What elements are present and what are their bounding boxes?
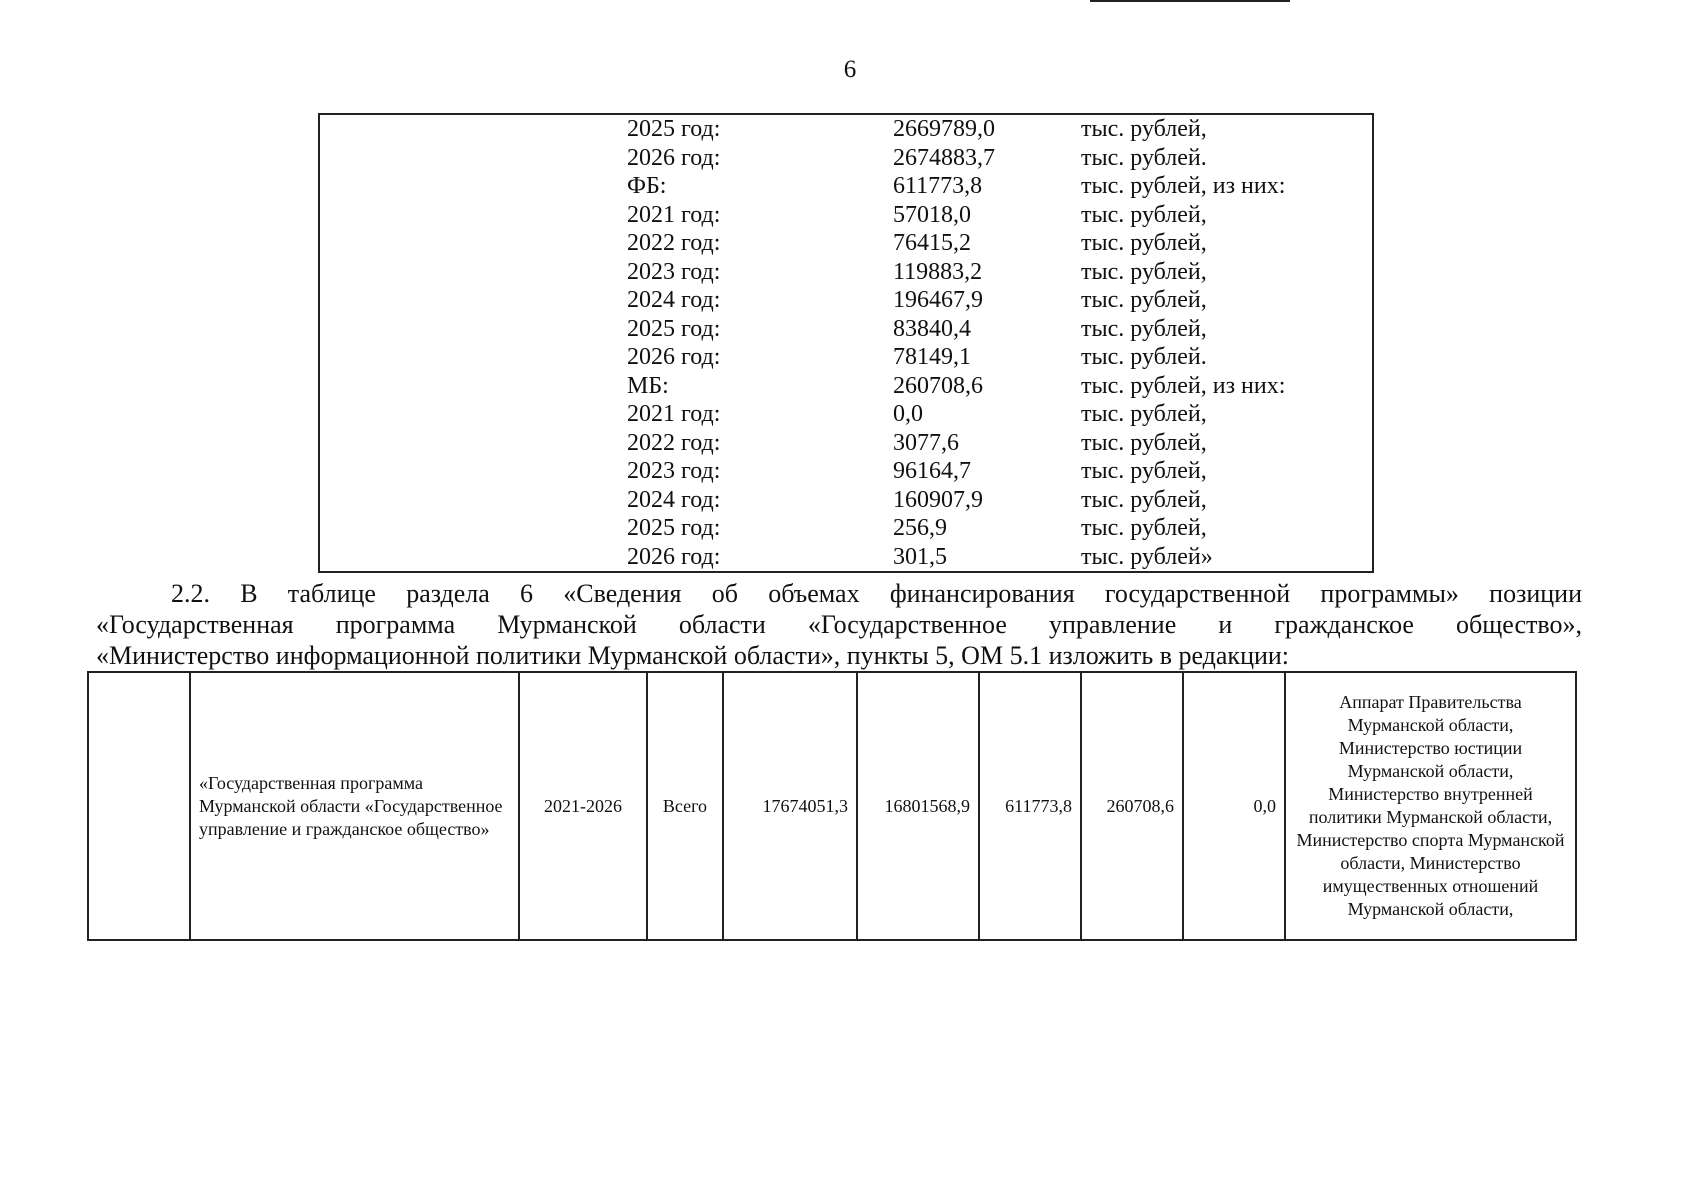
total-cell: 17674051,3 — [723, 672, 857, 940]
financing-amount: 119883,2 — [893, 258, 983, 285]
financing-row — [320, 543, 1372, 571]
financing-unit: тыс. рублей, — [1081, 486, 1207, 513]
financing-amount: 0,0 — [893, 401, 923, 427]
financing-amount: 160907,9 — [893, 486, 983, 513]
financing-row — [320, 258, 1372, 286]
row-number-cell — [88, 672, 190, 940]
financing-row — [320, 514, 1372, 542]
financing-row — [320, 486, 1372, 514]
source-cell: Всего — [647, 672, 723, 940]
financing-amount: 196467,9 — [893, 287, 983, 313]
financing-unit: тыс. рублей. — [1081, 344, 1207, 370]
financing-year-label: 2025 год: — [627, 116, 721, 142]
financing-amount: 96164,7 — [893, 458, 971, 484]
regional-budget-cell: 16801568,9 — [857, 672, 979, 940]
financing-amount: 78149,1 — [893, 344, 971, 370]
financing-year-label: 2021 год: — [627, 401, 721, 427]
financing-row — [320, 315, 1372, 343]
financing-row — [320, 172, 1372, 200]
financing-year-label: 2025 год: — [627, 315, 721, 342]
paragraph-line-3: «Министерство информационной политики Мурманской области», пункты 5, ОМ 5.1 изложить в редакции: — [96, 641, 1290, 670]
federal-budget-cell: 611773,8 — [979, 672, 1081, 940]
financing-year-label: МБ: — [627, 372, 669, 399]
program-name-cell: «Государственная программа Мурманской области «Государственное управление и гражданское общество» — [190, 672, 519, 940]
period-cell: 2021-2026 — [519, 672, 647, 940]
other-sources-cell: 0,0 — [1183, 672, 1285, 940]
financing-unit: тыс. рублей, — [1081, 429, 1207, 456]
financing-unit: тыс. рублей, — [1081, 230, 1207, 256]
financing-year-label: 2026 год: — [627, 543, 721, 570]
financing-unit: тыс. рублей, — [1081, 315, 1207, 342]
table-row — [88, 672, 1576, 940]
financing-amount: 2669789,0 — [893, 116, 995, 142]
financing-year-label: 2024 год: — [627, 287, 721, 313]
financing-unit: тыс. рублей, — [1081, 116, 1207, 142]
page-number: 6 — [843, 56, 857, 83]
executors-cell: Аппарат Правительства Мурманской области, Министерство юстиции Мурманской области, Министерство внутренней политики Мурманской области, Министерство спорта Мурманской области, Министерство имущественных отношений Мурманской области, — [1285, 672, 1576, 940]
financing-row — [320, 343, 1372, 371]
financing-amount: 76415,2 — [893, 230, 971, 256]
municipal-budget-cell: 260708,6 — [1081, 672, 1183, 940]
paragraph-line-1: 2.2. В таблице раздела 6 «Сведения об объемах финансирования государственной программы» позиции — [171, 579, 1582, 608]
financing-year-label: 2022 год: — [627, 429, 721, 456]
financing-unit: тыс. рублей, — [1081, 287, 1207, 313]
financing-row — [320, 229, 1372, 257]
financing-amount: 83840,4 — [893, 315, 971, 342]
financing-year-label: 2023 год: — [627, 258, 721, 285]
financing-row — [320, 286, 1372, 314]
financing-year-label: 2025 год: — [627, 515, 721, 541]
financing-year-label: 2024 год: — [627, 486, 721, 513]
financing-amount: 611773,8 — [893, 173, 983, 199]
financing-row — [320, 372, 1372, 400]
financing-year-label: 2022 год: — [627, 230, 721, 256]
financing-unit: тыс. рублей, — [1081, 401, 1207, 427]
financing-year-label: 2026 год: — [627, 144, 721, 171]
financing-unit: тыс. рублей, — [1081, 458, 1207, 484]
financing-amount: 3077,6 — [893, 429, 959, 456]
financing-unit: тыс. рублей. — [1081, 144, 1207, 171]
financing-unit: тыс. рублей, из них: — [1081, 372, 1286, 399]
financing-amount: 57018,0 — [893, 201, 971, 228]
financing-row — [320, 201, 1372, 229]
financing-row — [320, 457, 1372, 485]
financing-unit: тыс. рублей, — [1081, 201, 1207, 228]
financing-year-label: 2023 год: — [627, 458, 721, 484]
financing-amount: 256,9 — [893, 515, 947, 541]
financing-volumes-box — [318, 113, 1374, 573]
financing-row — [320, 400, 1372, 428]
financing-unit: тыс. рублей» — [1081, 543, 1213, 570]
financing-amount: 301,5 — [893, 543, 947, 570]
financing-details-table — [87, 671, 1577, 941]
financing-row — [320, 115, 1372, 143]
financing-unit: тыс. рублей, — [1081, 258, 1207, 285]
top-separator-line — [1090, 0, 1290, 2]
financing-amount: 2674883,7 — [893, 144, 995, 171]
financing-unit: тыс. рублей, из них: — [1081, 173, 1286, 199]
paragraph-line-2: «Государственная программа Мурманской области «Государственное управление и гражданское общество», — [96, 610, 1582, 639]
financing-amount: 260708,6 — [893, 372, 983, 399]
financing-year-label: 2026 год: — [627, 344, 721, 370]
financing-year-label: ФБ: — [627, 173, 667, 199]
financing-unit: тыс. рублей, — [1081, 515, 1207, 541]
financing-row — [320, 429, 1372, 457]
financing-year-label: 2021 год: — [627, 201, 721, 228]
amendment-paragraph — [96, 578, 1582, 671]
financing-row — [320, 144, 1372, 172]
